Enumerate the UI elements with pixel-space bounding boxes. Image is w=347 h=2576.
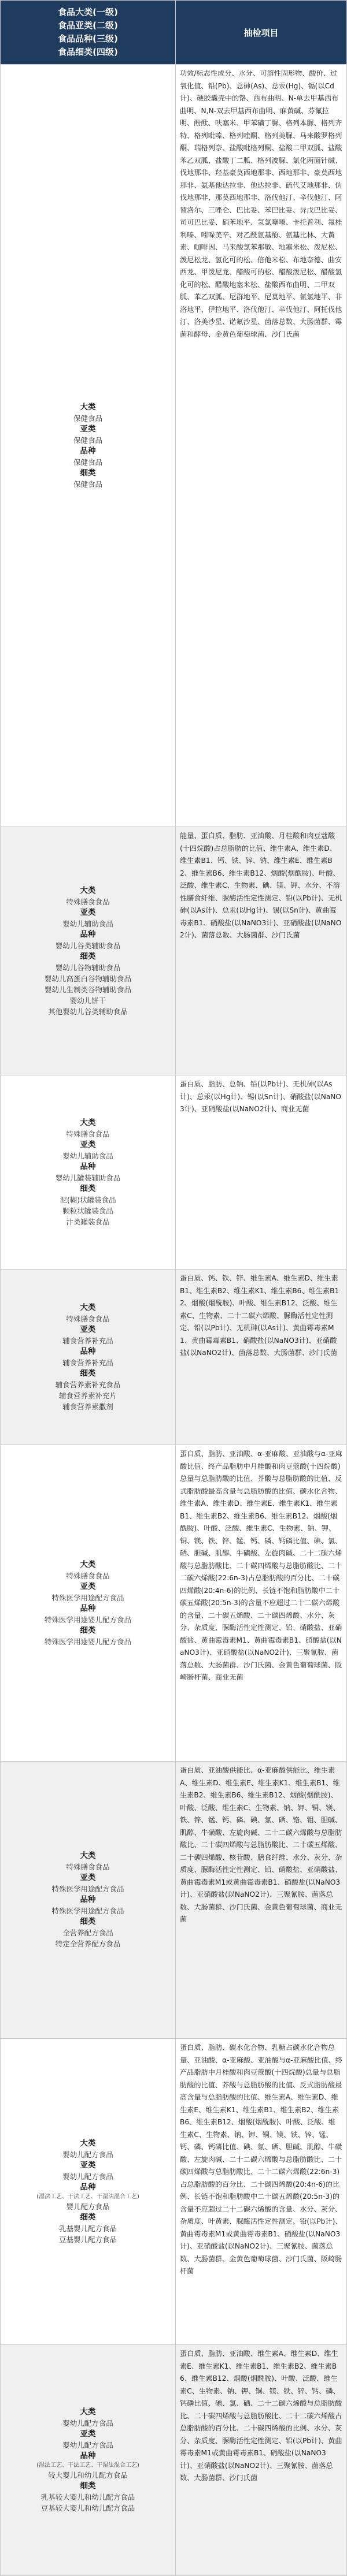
level-1-value: 特殊膳食食品 <box>66 1571 110 1580</box>
level-4-value: 汁类罐装食品 <box>66 1217 110 1226</box>
level-3-label: 品种 <box>80 1895 96 1904</box>
level-4-label: 细类 <box>80 1183 96 1193</box>
level-3-label: 品种 <box>80 1346 96 1356</box>
level-4-label: 细类 <box>80 1368 96 1378</box>
level-3-value: 婴儿配方食品 <box>66 2202 110 2211</box>
level-2-value: 婴幼儿辅助食品 <box>62 919 113 928</box>
level-1-value: 特殊膳食食品 <box>66 1314 110 1323</box>
level-3-label: 品种 <box>80 446 96 456</box>
level-1-label: 大类 <box>80 2139 96 2148</box>
level-1-label: 大类 <box>80 1118 96 1127</box>
level-2-label: 亚类 <box>80 1873 96 1882</box>
level-4-value: 婴幼儿饼干 <box>69 996 106 1005</box>
level-3-header: 食品品种(三级) <box>58 33 118 44</box>
inspection-items-cell: 能量、蛋白质、脂肪、亚油酸、月桂酸和肉豆蔻酸(十四烷酸)占总脂肪的比值、维生素A、维生素D、维生素B1、钙、铁、锌、钠、维生素E、维生素B2、维生素B6、维生素B12、烟酸(烟酰胺)、叶酸、泛酸、维生素C、生物素、碘、镁、钾、水分、不溶性膳食纤维、脲酶活性定性测定、铅(以Pb计)、无机砷(以As计)、总汞(以Hg计)、锡(以Sn计)、黄曲霉毒素B1、硝酸盐(以NaNO3计)、亚硝酸盐(以NaNO2计)、菌落总数、大肠菌群、沙门氏菌 <box>176 827 347 1075</box>
level-1-label: 大类 <box>80 1302 96 1312</box>
level-4-value: 颗粒状罐装食品 <box>62 1206 113 1215</box>
level-3-value: 婴幼儿罐装辅助食品 <box>55 1173 121 1182</box>
table-row <box>1 1075 347 1270</box>
inspection-items-cell: 蛋白质、钙、铁、锌、维生素A、维生素D、维生素B1、维生素B2、维生素K1、维生素B6、维生素B12、烟酸(烟酰胺)、叶酸、维生素B12、泛酸、维生素C、生物素、二十二碳六烯酸、脲酶活性定性测定、铅(以Pb计)、无机砷(以As计)、黄曲霉毒素M1、黄曲霉毒素B1、硝酸盐(以NaNO3计)、亚硝酸盐(以NaNO2计)、菌落总数、大肠菌群、沙门氏菌 <box>176 1270 347 1445</box>
table-row <box>1 2039 347 2345</box>
level-2-header: 食品亚类(二级) <box>58 20 118 31</box>
inspection-items-cell: 蛋白质、脂肪、亚油酸、维生素A、维生素D、维生素E、维生素K1、维生素B1、维生素B2、维生素B6、维生素B12、烟酸(烟酰胺)、叶酸、泛酸、维生素C、生物素、钠、钾、铜、镁、铁、锌、钙、磷、钙磷比值、碘、氯、硒、二十二碳六烯酸与总脂肪酸比、二十碳四烯酸与总脂肪酸比、二十二碳六烯酸占总脂肪酸的百分比、二十碳四烯酸的比例、水分、灰分、杂质度、脲酶活性定性测定、铅(以Pb计)、黄曲霉毒素M1或黄曲霉毒素B1、硝酸盐(以NaNO3计)、亚硝酸盐(以NaNO2计)、三聚氰胺、菌落总数、大肠菌群、沙门氏菌 <box>176 2345 347 2576</box>
level-4-value: 全营养配方食品 <box>62 1929 113 1937</box>
level-2-label: 亚类 <box>80 2429 96 2439</box>
level-4-label: 细类 <box>80 2213 96 2222</box>
inspection-items-header: 抽检项目 <box>176 1 347 65</box>
level-2-label: 亚类 <box>80 424 96 434</box>
level-4-value: 保健食品 <box>73 479 102 489</box>
level-2-value: 特殊医学用途配方食品 <box>51 1885 124 1893</box>
level-4-value: 特定全营养配方食品 <box>55 1940 121 1948</box>
level-1-label: 大类 <box>80 1851 96 1860</box>
level-4-label: 细类 <box>80 468 96 478</box>
category-cell <box>1 2039 176 2345</box>
level-4-value: 豆基婴儿配方食品 <box>58 2235 117 2244</box>
level-4-value: 乳基婴儿配方食品 <box>58 2224 117 2233</box>
inspection-items-cell: 功效/标志性成分、水分、可溶性固形物、酸价、过氧化值、铅(Pb)、总砷(As)、总汞(Hg)、镉(以Cd计)、硬胶囊壳中的铬、西布曲明、N-单去甲基西布曲明、N,N-双去甲基西布曲明、麻黄碱、芬氟拉明、酚酞、呋塞米、甲苯磺丁脲、格列本脲、格列齐特、格列吡嗪、格列喹酮、格列美脲、马来酸罗格列酮、瑞格列奈、盐酸吡格列酮、盐酸二甲双胍、盐酸苯乙双胍、盐酸丁二胍、格列波脲、氯化两面针碱、伐地那非、羟基豪莫西地那非、西地那非、豪莫西地那非、氨基他达拉非、他达拉非、硫代艾地那非、伪伐地那非、那莫西地那非、洛伐他汀、辛伐他汀、阿替洛尔、三唑仑、巴比妥、苯巴比妥、异戊巴比妥、司可巴比妥、硝苯地平、氢氯噻嗪、卡托普利、氟桂利嗪、吲哚美辛、对乙酰氨基酚、氨基比林、大黄素、咖啡因、马来酸氯苯那敏、地塞米松、泼尼松、泼尼松龙、氢化可的松、倍他米松、布地奈德、曲安西龙、甲泼尼龙、醋酸可的松、醋酸泼尼松、醋酸氢化可的松、醋酸地塞米松、盐酸西布曲明、二甲双胍、苯乙双胍、尼群地平、尼莫地平、氨氯地平、非洛地平、伊拉地平、洛伐他汀、辛伐他汀、阿托伐他汀、洛美沙星、诺氟沙星、菌落总数、大肠菌群、霉菌和酵母、金黄色葡萄球菌、沙门氏菌 <box>176 65 347 827</box>
table-row <box>1 1762 347 2039</box>
level-2-value: 特殊医学用途配方食品 <box>51 1593 124 1602</box>
level-4-value: 婴幼儿高蛋白谷物辅助食品 <box>44 974 131 983</box>
table-header-row <box>1 1 347 65</box>
level-3-label: 品种 <box>80 1162 96 1171</box>
level-3-value: 辅食营养补充品 <box>62 1358 113 1367</box>
table-row <box>1 1445 347 1762</box>
level-2-label: 亚类 <box>80 1324 96 1334</box>
level-2-label: 亚类 <box>80 1581 96 1591</box>
level-3-label: 品种 <box>80 929 96 939</box>
table-row <box>1 2345 347 2576</box>
inspection-items-cell: 蛋白质、脂肪、总钠、铅(以Pb计)、无机砷(以As计)、总汞(以Hg计)、锡(以Sn计)、硝酸盐(以NaNO3计)、亚硝酸盐(以NaNO2计)、商业无菌 <box>176 1075 347 1270</box>
category-cell <box>1 2345 176 2576</box>
level-1-header: 食品大类(一级) <box>58 7 118 17</box>
level-1-value: 特殊膳食食品 <box>66 1129 110 1138</box>
inspection-items-cell: 蛋白质、脂肪、碳水化合物、乳糖占碳水化合物总量、亚油酸、α-亚麻酸、亚油酸与α-亚麻酸比值、终产品脂肪中月桂酸和肉豆蔻酸(十四烷酸)总量与总脂肪酸的比值、芥酸与总脂肪酸的比值、反式脂肪酸最高含量与总脂肪酸的比值、维生素A、维生素D、维生素E、维生素K1、维生素B1、维生素B2、维生素B6、维生素B12、烟酸(烟酰胺)、叶酸、泛酸、维生素C、生物素、钠、钾、铜、镁、铁、锌、锰、钙、磷、钙磷比值、碘、氯、硒、胆碱、肌醇、牛磺酸、左旋肉碱、二十二碳六烯酸与总脂肪酸比、二十碳四烯酸与总脂肪酸比、二十二碳六烯酸(22:6n-3)占总脂肪酸的百分比、二十碳四烯酸(20:4n-6)的比例、长链不饱和脂肪酸中二十碳五烯酸(20:5n-3)的含量不应超过二十二碳六烯酸的含量、水分、灰分、杂质度、叶黄素、脲酶活性定性测定、铅(以Pb计)、黄曲霉毒素M1或黄曲霉毒素B1、硝酸盐(以NaNO3计)、亚硝酸盐(以NaNO2计)、三聚氰胺、菌落总数、大肠菌群、金黄色葡萄球菌、沙门氏菌、阪崎肠杆菌 <box>176 2039 347 2345</box>
level-4-value: 特殊医学用途婴儿配方食品 <box>44 1637 131 1646</box>
table-row <box>1 827 347 1075</box>
level-2-value: 辅食营养补充品 <box>62 1336 113 1345</box>
level-1-value: 婴幼儿配方食品 <box>62 2419 113 2428</box>
table-row <box>1 1270 347 1445</box>
level-3-label: 品种 <box>80 2183 96 2192</box>
level-4-label: 细类 <box>80 1625 96 1635</box>
process-note: (湿法工艺、干法工艺、干湿法混合工艺) <box>36 2462 139 2469</box>
level-2-value: 保健食品 <box>73 435 102 445</box>
level-3-value: 特殊医学用途配方食品 <box>51 1907 124 1915</box>
category-cell <box>1 827 176 1075</box>
level-4-label: 细类 <box>80 951 96 961</box>
level-1-label: 大类 <box>80 402 96 412</box>
category-cell <box>1 1075 176 1270</box>
level-4-value: 辅食营养素补充食品 <box>55 1380 121 1389</box>
level-3-value: 特殊医学用途婴儿配方食品 <box>44 1615 131 1624</box>
category-cell <box>1 65 176 827</box>
level-3-label: 品种 <box>80 1603 96 1613</box>
level-3-value: 婴幼儿谷类辅助食品 <box>55 941 121 950</box>
level-4-value: 辅食营养素撒剂 <box>62 1402 113 1411</box>
level-4-value: 其他婴幼儿谷类辅助食品 <box>48 1007 128 1016</box>
category-cell <box>1 1270 176 1445</box>
table-row <box>1 65 347 827</box>
level-1-value: 保健食品 <box>73 414 102 423</box>
level-2-label: 亚类 <box>80 2161 96 2170</box>
inspection-items-cell: 蛋白质、亚油酸供能比、α-亚麻酸供能比、维生素A、维生素D、维生素E、维生素K1、维生素B1、维生素B2、维生素B6、维生素B12、烟酸(烟酰胺)、叶酸、泛酸、维生素C、生物素、钠、钾、铜、镁、铁、锌、锰、钙、磷、碘、氯、硒、铬、钼、胆碱、肌醇、牛磺酸、左旋肉碱、二十二碳六烯酸与总脂肪酸比、二十碳四烯酸与总脂肪酸比、二十碳五烯酸、二十碳四烯酸、核苷酸、膳食纤维、水分、灰分、杂质度、脲酶活性定性测定、铅、硝酸盐、亚硝酸盐、黄曲霉毒素M1或黄曲霉毒素B1、硝酸盐(以NaNO3计)、亚硝酸盐(以NaNO2计)、三聚氰胺、菌落总数、大肠菌群、沙门氏菌、金黄色葡萄球菌、商业无菌 <box>176 1762 347 2039</box>
level-1-value: 特殊膳食食品 <box>66 1863 110 1871</box>
level-4-header: 食品细类(四级) <box>58 47 118 57</box>
level-2-label: 亚类 <box>80 1140 96 1149</box>
level-2-value: 婴幼儿配方食品 <box>62 2441 113 2450</box>
level-3-value: 保健食品 <box>73 457 102 467</box>
level-2-label: 亚类 <box>80 907 96 917</box>
category-cell <box>1 1762 176 2039</box>
level-3-value: 较大婴儿和幼儿配方食品 <box>48 2471 128 2480</box>
level-4-value: 婴幼儿谷物辅助食品 <box>55 963 121 972</box>
level-1-label: 大类 <box>80 1559 96 1569</box>
table-body <box>1 65 347 2576</box>
level-4-value: 泥(糊)状罐装食品 <box>60 1195 116 1204</box>
level-4-value: 豆基较大婴儿和幼儿配方食品 <box>40 2504 135 2512</box>
level-1-label: 大类 <box>80 885 96 895</box>
level-4-value: 婴幼儿生制类谷物辅助食品 <box>44 985 131 994</box>
level-4-value: 乳基较大婴儿和幼儿配方食品 <box>40 2493 135 2501</box>
level-1-value: 婴幼儿配方食品 <box>62 2150 113 2159</box>
category-cell <box>1 1445 176 1762</box>
process-note: (湿法工艺、干法工艺、干湿法混合工艺) <box>36 2194 139 2200</box>
level-3-label: 品种 <box>80 2451 96 2460</box>
level-4-label: 细类 <box>80 1917 96 1926</box>
level-4-label: 细类 <box>80 2481 96 2491</box>
level-4-value: 辅食营养素补充片 <box>58 1391 117 1400</box>
level-1-value: 特殊膳食食品 <box>66 897 110 906</box>
level-1-label: 大类 <box>80 2407 96 2417</box>
level-2-value: 婴幼儿辅助食品 <box>62 1151 113 1160</box>
category-levels-header <box>1 1 176 65</box>
inspection-items-cell: 蛋白质、脂肪、亚油酸、α-亚麻酸、亚油酸与α-亚麻酸比值、终产品脂肪中月桂酸和肉豆蔻酸(十四烷酸)总量与总脂肪酸的比值、芥酸与总脂肪酸的比值、反式脂肪酸最高含量与总脂肪酸的比值、碳水化合物、维生素A、维生素D、维生素E、维生素K1、维生素B1、维生素B2、维生素B6、维生素B12、烟酸(烟酰胺)、叶酸、泛酸、维生素C、生物素、钠、钾、铜、镁、铁、锌、锰、钙、磷、钙磷比值、碘、氯、硒、胆碱、肌醇、牛磺酸、左旋肉碱、二十二碳六烯酸与总脂肪酸比、二十碳四烯酸与总脂肪酸比、二十二碳六烯酸(22:6n-3)占总脂肪酸的百分比、二十碳四烯酸(20:4n-6)的比例、长链不饱和脂肪酸中二十碳五烯酸(20:5n-3)的含量不应超过二十二碳六烯酸的含量、二十碳五烯酸、二十碳四烯酸、水分、灰分、杂质度、脲酶活性定性测定、铅、硝酸盐、亚硝酸盐、黄曲霉毒素M1、黄曲霉毒素B1、硝酸盐(以NaNO3计)、亚硝酸盐(以NaNO2计)、三聚氰胺、菌落总数、大肠菌群、沙门氏菌、金黄色葡萄球菌、阪崎肠杆菌、商业无菌 <box>176 1445 347 1762</box>
level-2-value: 婴幼儿配方食品 <box>62 2172 113 2181</box>
